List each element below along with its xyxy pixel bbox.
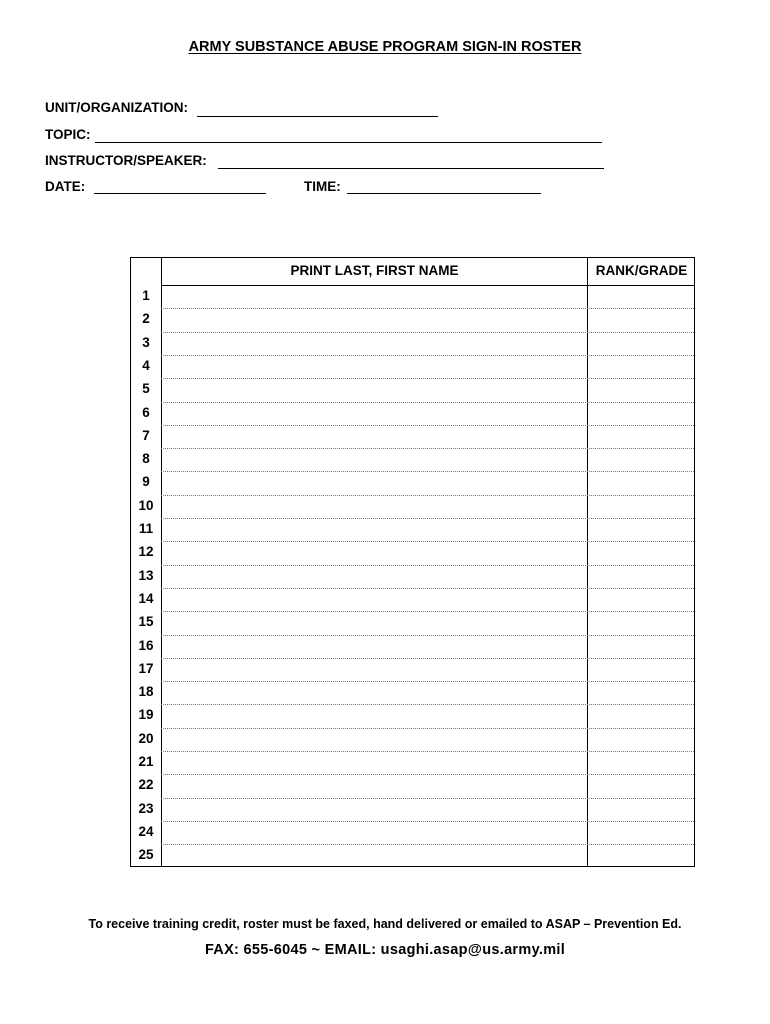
row-divider [161,704,694,705]
table-row[interactable] [131,728,694,751]
row-divider [161,518,694,519]
row-number: 8 [142,451,150,467]
row-divider [161,635,694,636]
table-row[interactable] [131,565,694,588]
table-row[interactable] [131,285,694,308]
header-name: PRINT LAST, FIRST NAME [290,263,459,278]
row-divider [161,821,694,822]
row-divider [161,844,694,845]
table-row[interactable] [131,821,694,844]
roster-table [130,257,695,867]
row-number: 11 [138,521,154,536]
topic-label: TOPIC: [45,127,91,142]
row-number: 17 [138,660,154,676]
row-number: 25 [138,847,154,863]
page-title: ARMY SUBSTANCE ABUSE PROGRAM SIGN-IN ROSTER [188,39,582,55]
time-label: TIME: [304,179,341,194]
row-number: 5 [142,381,150,397]
row-divider [161,285,694,286]
row-number: 15 [138,614,154,630]
table-row[interactable] [131,541,694,564]
table-row[interactable] [131,774,694,797]
table-row[interactable] [131,844,694,867]
instructor-speaker-label: INSTRUCTOR/SPEAKER: [45,153,207,168]
unit-organization-label: UNIT/ORGANIZATION: [45,100,188,115]
row-divider [161,378,694,379]
row-number: 2 [142,311,150,327]
row-divider [161,471,694,472]
row-number: 3 [142,334,150,350]
table-row[interactable] [131,378,694,401]
table-row[interactable] [131,681,694,704]
row-number: 14 [138,590,154,606]
table-row[interactable] [131,751,694,774]
row-divider [161,355,694,356]
table-row[interactable] [131,588,694,611]
row-number: 16 [138,637,154,653]
row-divider [161,658,694,659]
row-divider [161,774,694,775]
header-rank-grade: RANK/GRADE [595,263,688,278]
row-divider [161,332,694,333]
row-number: 9 [142,474,150,490]
row-number: 1 [142,288,150,303]
table-row[interactable] [131,308,694,331]
table-row[interactable] [131,332,694,355]
table-row[interactable] [131,658,694,681]
row-divider [161,425,694,426]
row-divider [161,751,694,752]
row-number: 6 [142,404,150,420]
row-number: 12 [138,544,154,560]
table-row[interactable] [131,425,694,448]
row-number: 18 [138,684,154,700]
row-divider [161,588,694,589]
table-row[interactable] [131,611,694,634]
row-number: 13 [138,567,154,583]
row-number: 23 [138,800,154,816]
submission-instructions: To receive training credit, roster must be faxed, hand delivered or emailed to ASAP – Prevention Ed. [88,917,682,931]
row-number: 21 [138,754,154,769]
row-divider [161,611,694,612]
row-divider [161,798,694,799]
row-number: 24 [138,823,154,839]
table-row[interactable] [131,448,694,471]
row-divider [161,495,694,496]
table-row[interactable] [131,518,694,541]
table-row[interactable] [131,495,694,518]
contact-info: FAX: 655-6045 ~ EMAIL: usaghi.asap@us.army.mil [204,942,566,958]
row-number: 7 [142,427,150,443]
row-number: 4 [142,357,150,373]
time-field[interactable] [347,193,541,194]
row-number: 22 [138,777,154,793]
row-number: 19 [138,707,154,723]
row-divider [161,402,694,403]
date-label: DATE: [45,179,86,194]
unit-organization-field[interactable] [197,116,438,117]
table-row[interactable] [131,355,694,378]
date-field[interactable] [94,193,266,194]
row-divider [161,565,694,566]
table-row[interactable] [131,402,694,425]
row-number: 10 [138,497,154,513]
table-row[interactable] [131,635,694,658]
row-divider [161,728,694,729]
table-row[interactable] [131,471,694,494]
row-number: 20 [138,730,154,746]
row-divider [161,681,694,682]
row-divider [161,448,694,449]
row-divider [161,308,694,309]
instructor-speaker-field[interactable] [218,168,604,169]
table-row[interactable] [131,798,694,821]
table-row[interactable] [131,704,694,727]
row-divider [161,541,694,542]
topic-field[interactable] [95,142,602,143]
